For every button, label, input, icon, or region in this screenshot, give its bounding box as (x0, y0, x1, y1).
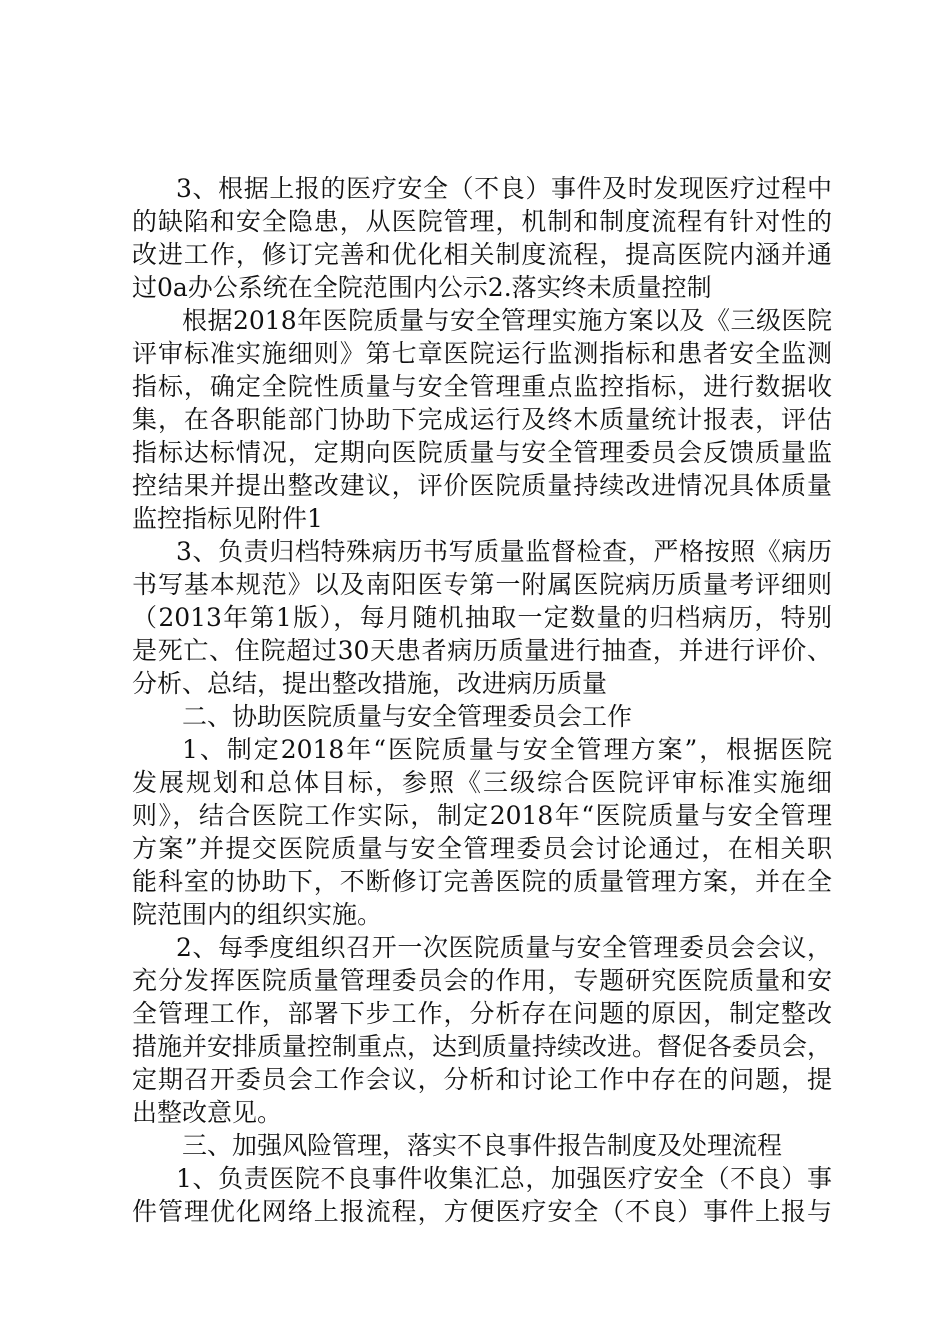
text-line: 件管理优化网络上报流程，方便医疗安全（不良）事件上报与 (132, 1197, 832, 1226)
text-line: 2、每季度组织召开一次医院质量与安全管理委员会会议， (176, 933, 832, 962)
text-line: 能科室的协助下，不断修订完善医院的质量管理方案，并在全 (132, 867, 832, 896)
text-line: 发展规划和总体目标，参照《三级综合医院评审标准实施细 (132, 768, 832, 797)
text-line: 充分发挥医院质量管理委员会的作用，专题研究医院质量和安 (132, 966, 832, 995)
text-line: 控结果并提出整改建议，评价医院质量持续改进情况具体质量 (132, 471, 832, 500)
paragraph-medical-records (132, 535, 832, 700)
text-line: 根据2018年医院质量与安全管理实施方案以及《三级医院 (182, 306, 832, 335)
text-line: 监控指标见附件1 (132, 504, 323, 533)
text-line: 1、制定2018年“医院质量与安全管理方案”，根据医院 (182, 735, 832, 764)
text-line: 定期召开委员会工作会议，分析和讨论工作中存在的问题，提 (132, 1065, 832, 1094)
text-line: 3、负责归档特殊病历书写质量监督检查，严格按照《病历 (176, 537, 832, 566)
paragraph-management-plan (132, 733, 832, 931)
document-page (132, 172, 832, 1228)
text-line: 院范围内的组织实施。 (132, 900, 383, 929)
text-line: 过0a办公系统在全院范围内公示2.落实终未质量控制 (132, 273, 712, 302)
text-line: 指标，确定全院性质量与安全管理重点监控指标，进行数据收 (132, 372, 832, 401)
section-heading: 二、协助医院质量与安全管理委员会工作 (182, 702, 633, 731)
text-line: 出整改意见。 (132, 1098, 283, 1127)
text-line: 改进工作，修订完善和优化相关制度流程，提高医院内涵并通 (132, 240, 832, 269)
text-line: 分析、总结，提出整改措施，改进病历质量 (132, 669, 608, 698)
section-heading-risk-management (132, 1129, 832, 1162)
text-line: 全管理工作，部署下步工作，分析存在问题的原因，制定整改 (132, 999, 832, 1028)
section-heading-committee-work (132, 700, 832, 733)
text-line: 则》，结合医院工作实际，制定2018年“医院质量与安全管理 (132, 801, 832, 830)
text-line: 措施并安排质量控制重点，达到质量持续改进。督促各委员会， (132, 1032, 833, 1061)
text-line: 书写基本规范》以及南阳医专第一附属医院病历质量考评细则 (132, 570, 832, 599)
text-line: 的缺陷和安全隐患，从医院管理，机制和制度流程有针对性的 (132, 207, 832, 236)
paragraph-quarterly-meeting (132, 931, 832, 1129)
text-line: 集，在各职能部门协助下完成运行及终木质量统计报表，评估 (132, 405, 832, 434)
text-line: 方案”并提交医院质量与安全管理委员会讨论通过，在相关职 (132, 834, 832, 863)
text-line: 是死亡、住院超过30天患者病历质量进行抽查，并进行评价、 (132, 636, 832, 665)
text-line: 3、根据上报的医疗安全（不良）事件及时发现医疗过程中 (176, 174, 832, 203)
text-line: 指标达标情况，定期向医院质量与安全管理委员会反馈质量监 (132, 438, 832, 467)
paragraph-terminal-quality-control (132, 304, 832, 535)
text-line: 1、负责医院不良事件收集汇总，加强医疗安全（不良）事 (176, 1164, 832, 1193)
paragraph-quality-defects (132, 172, 832, 304)
text-line: （2013年第1版），每月随机抽取一定数量的归档病历，特别 (132, 603, 832, 632)
text-line: 评审标准实施细则》第七章医院运行监测指标和患者安全监测 (132, 339, 832, 368)
paragraph-adverse-events (132, 1162, 832, 1228)
section-heading: 三、加强风险管理，落实不良事件报告制度及处理流程 (182, 1131, 783, 1160)
